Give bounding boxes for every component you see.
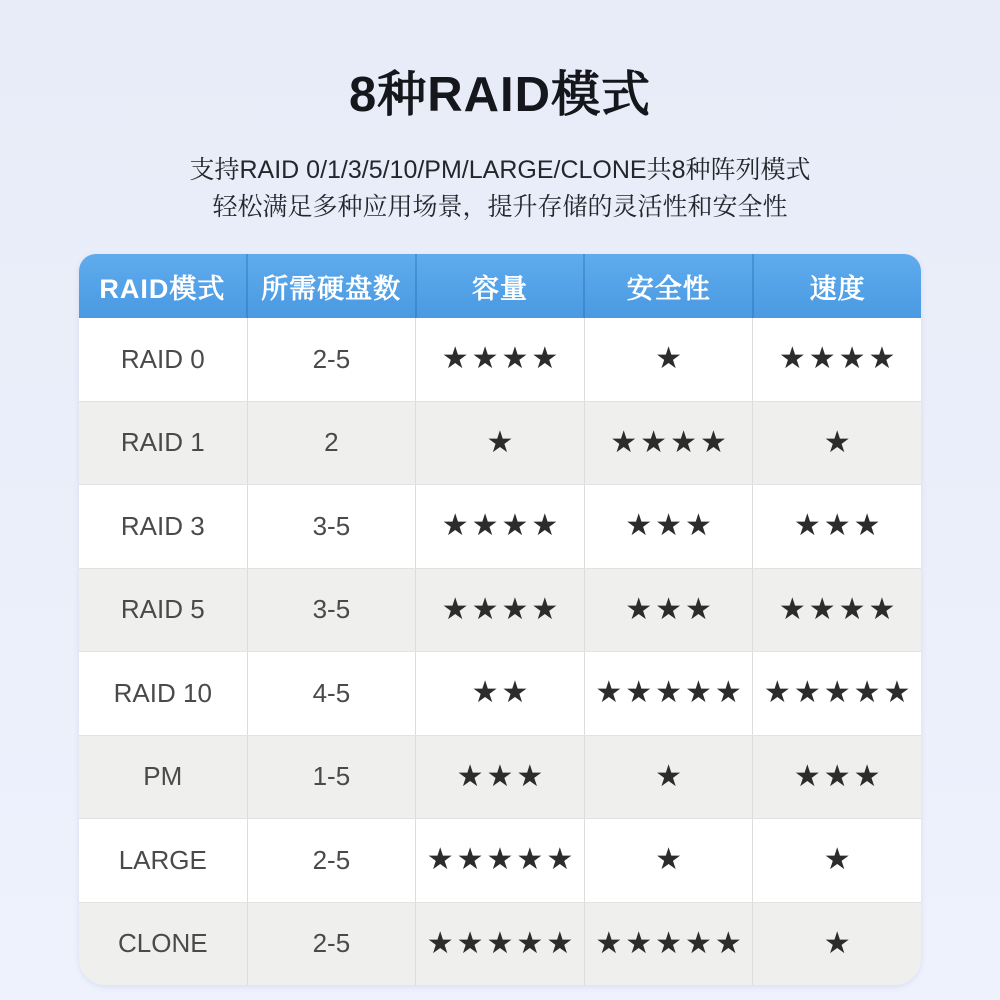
security-star-rating: ★	[655, 759, 686, 793]
cell-disk-count: 2-5	[247, 318, 416, 401]
cell-raid-mode: RAID 10	[113, 677, 212, 708]
capacity-star-rating: ★	[486, 425, 517, 459]
cell-capacity-rating	[415, 652, 584, 735]
cell-speed-rating	[752, 652, 921, 735]
speed-star-rating: ★★★	[793, 759, 884, 793]
column-header-3: 安全性	[583, 254, 752, 318]
cell-security-rating	[584, 652, 753, 735]
table-row	[79, 318, 921, 401]
speed-star-rating: ★★★	[793, 509, 884, 543]
speed-star-rating: ★★★★	[778, 592, 899, 626]
cell-capacity-rating	[415, 819, 584, 902]
cell-security-rating	[584, 736, 753, 819]
cell-disk-count: 1-5	[247, 736, 416, 819]
column-header-1: 所需硬盘数	[246, 254, 415, 318]
speed-star-rating: ★	[823, 425, 854, 459]
cell-capacity-rating	[415, 903, 584, 986]
column-header-0: RAID模式	[99, 273, 226, 304]
cell-raid-mode: CLONE	[118, 928, 208, 959]
capacity-star-rating: ★★★	[456, 759, 547, 793]
table-row	[79, 651, 921, 735]
cell-security-rating	[584, 318, 753, 401]
speed-star-rating: ★★★★★	[763, 676, 914, 710]
security-star-rating: ★★★	[625, 592, 715, 626]
raid-comparison-table	[79, 254, 921, 985]
security-star-rating: ★★★★	[610, 425, 730, 459]
cell-speed-rating	[752, 819, 921, 902]
table-row	[79, 401, 921, 485]
cell-speed-rating	[752, 736, 921, 819]
page-title: 8种RAID模式	[348, 68, 652, 122]
capacity-star-rating: ★★★★★	[426, 843, 577, 877]
subtitle-line-2: 轻松满足多种应用场景，提升存储的灵活性和安全性	[212, 193, 788, 221]
table-body	[79, 318, 921, 985]
cell-disk-count: 2-5	[247, 903, 416, 986]
cell-speed-rating	[752, 318, 921, 401]
cell-raid-mode: RAID 0	[120, 343, 205, 374]
cell-disk-count: 3-5	[247, 569, 416, 652]
cell-security-rating	[584, 569, 753, 652]
cell-speed-rating	[752, 903, 921, 986]
security-star-rating: ★	[655, 342, 686, 376]
cell-speed-rating	[752, 402, 921, 485]
security-star-rating: ★★★	[625, 509, 715, 543]
capacity-star-rating: ★★★★	[441, 509, 562, 543]
subtitle-line-1: 支持RAID 0/1/3/5/10/PM/LARGE/CLONE共8种阵列模式	[189, 156, 811, 184]
cell-capacity-rating	[415, 402, 584, 485]
table-row	[79, 902, 921, 986]
cell-security-rating	[584, 903, 753, 986]
cell-disk-count: 2-5	[247, 819, 416, 902]
cell-disk-count: 2	[247, 402, 416, 485]
cell-raid-mode: PM	[143, 761, 183, 792]
table-row	[79, 735, 921, 819]
cell-raid-mode: RAID 3	[120, 510, 205, 541]
table-row	[79, 484, 921, 568]
speed-star-rating: ★★★★	[778, 342, 899, 376]
cell-capacity-rating	[415, 569, 584, 652]
cell-security-rating	[584, 485, 753, 568]
table-row	[79, 818, 921, 902]
security-star-rating: ★★★★★	[595, 926, 745, 960]
capacity-star-rating: ★★★★	[441, 342, 562, 376]
cell-speed-rating	[752, 485, 921, 568]
table-header-row	[79, 254, 921, 318]
column-header-2: 容量	[415, 254, 584, 318]
cell-disk-count: 3-5	[247, 485, 416, 568]
cell-capacity-rating	[415, 318, 584, 401]
cell-raid-mode: RAID 5	[120, 594, 205, 625]
cell-capacity-rating	[415, 485, 584, 568]
capacity-star-rating: ★★★★	[441, 592, 562, 626]
cell-disk-count: 4-5	[247, 652, 416, 735]
speed-star-rating: ★	[823, 843, 854, 877]
cell-raid-mode: LARGE	[118, 844, 207, 875]
cell-speed-rating	[752, 569, 921, 652]
capacity-star-rating: ★★	[471, 676, 532, 710]
security-star-rating: ★★★★★	[595, 676, 745, 710]
speed-star-rating: ★	[823, 926, 854, 960]
cell-security-rating	[584, 402, 753, 485]
cell-capacity-rating	[415, 736, 584, 819]
table-row	[79, 568, 921, 652]
cell-security-rating	[584, 819, 753, 902]
security-star-rating: ★	[655, 843, 686, 877]
capacity-star-rating: ★★★★★	[426, 926, 577, 960]
cell-raid-mode: RAID 1	[120, 427, 205, 458]
column-header-4: 速度	[752, 254, 921, 318]
